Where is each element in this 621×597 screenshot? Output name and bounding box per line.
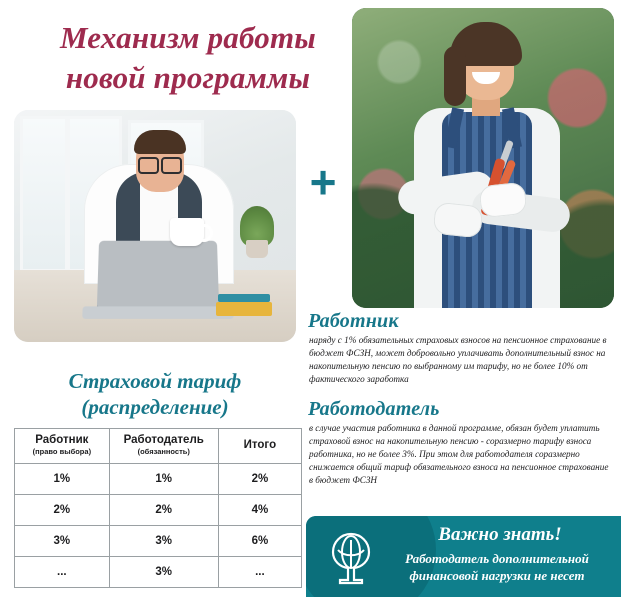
eyeglasses-icon — [138, 157, 182, 170]
glasses-lens-right — [161, 157, 182, 174]
column-header-employer — [109, 429, 218, 464]
cell-employer: 2% — [109, 494, 218, 525]
column-header-employer-sub: (обязанность) — [137, 447, 190, 457]
cell-total: 2% — [218, 463, 301, 494]
plus-icon: + — [309, 156, 337, 208]
banner-text-line1: Работодатель дополнительной — [405, 551, 589, 566]
section-body-worker: наряду с 1% обязательных страховых взносов на пенсионное страхование в бюджет ФСЗН, может добровольно уплачивать дополнительный взнос на накопительную пенсию по выбранному им тарифу, но не более 10% от фактического заработка — [309, 335, 607, 385]
tariff-heading-line2: (распределение) — [81, 395, 229, 420]
cell-total: 6% — [218, 525, 301, 556]
banner-title: Важно знать! — [438, 524, 562, 545]
pension-fund-emblem-icon — [324, 530, 378, 586]
cell-employee: 3% — [15, 525, 110, 556]
column-header-employee-label: Работник — [35, 434, 89, 446]
table-row — [15, 494, 302, 525]
page-title-line1: Механизм работы — [59, 20, 316, 55]
cell-employer: 1% — [109, 463, 218, 494]
glove-icon-right — [432, 202, 483, 239]
column-header-employee-sub: (право выбора) — [32, 447, 92, 457]
employer-photo — [352, 8, 614, 308]
tariff-heading-line1: Страховой тариф — [68, 369, 242, 393]
column-header-total-label: Итого — [243, 438, 277, 451]
laptop-icon — [97, 241, 219, 307]
table-row — [15, 463, 302, 494]
tariff-table — [14, 428, 302, 588]
important-banner — [306, 516, 621, 597]
banner-text — [378, 550, 616, 584]
cell-total: 4% — [218, 494, 301, 525]
table-header-row — [15, 429, 302, 464]
column-header-total — [218, 429, 301, 464]
books-icon — [216, 302, 272, 316]
column-header-employer-label: Работодатель — [123, 434, 204, 446]
page-title-line2: новой программы — [65, 59, 311, 95]
glasses-lens-left — [138, 157, 159, 174]
cell-employee: 2% — [15, 494, 110, 525]
employee-photo — [14, 110, 296, 342]
cell-employee: 1% — [15, 463, 110, 494]
page-title — [18, 18, 358, 97]
cell-employer: 3% — [109, 556, 218, 587]
person-hair — [134, 130, 186, 154]
section-heading-employer: Работодатель — [308, 398, 440, 420]
cell-total: ... — [218, 556, 301, 587]
column-header-employee — [15, 429, 110, 464]
banner-text-line2: финансовой нагрузки не несет — [409, 568, 585, 584]
table-row — [15, 556, 302, 587]
section-heading-worker: Работник — [308, 310, 399, 332]
cell-employee: ... — [15, 556, 110, 587]
flower-pot-icon — [246, 240, 268, 258]
coffee-cup-icon — [170, 218, 204, 246]
cell-employer: 3% — [109, 525, 218, 556]
section-body-employer: в случае участия работника в данной программе, обязан будет уплатить страховой взнос на накопительную пенсию - соразмерно тарифу взноса работника, но не более 3%. При этом для работодателя соразмерно снижается общий тариф обязательного взноса на пенсионное страхование в бюджет ФСЗН — [309, 423, 609, 486]
table-row — [15, 525, 302, 556]
tariff-heading — [14, 368, 296, 421]
